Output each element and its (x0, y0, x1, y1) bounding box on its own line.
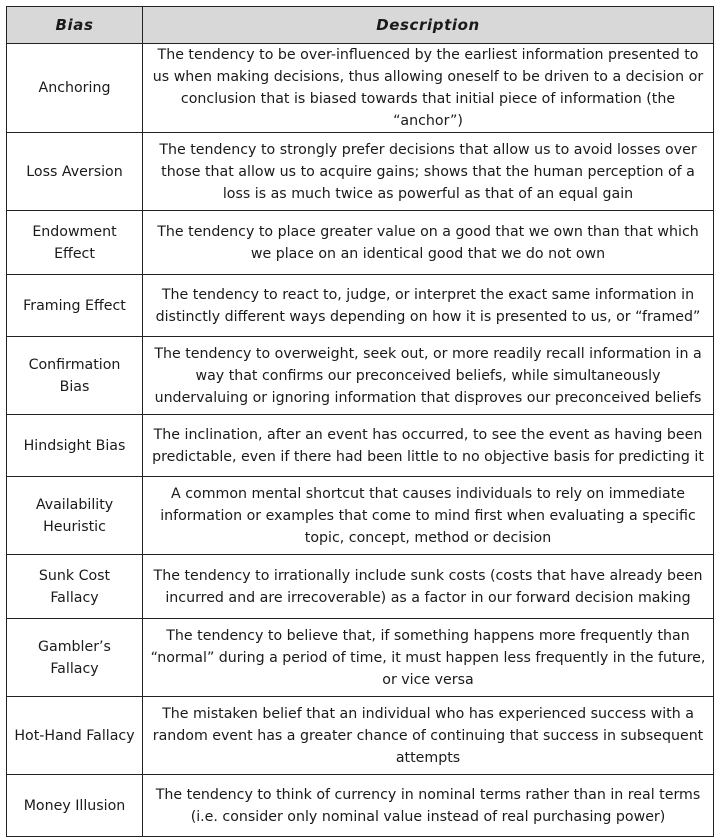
header-row (7, 7, 714, 44)
bias-cell: Money Illusion (7, 775, 143, 837)
description-cell: The tendency to irrationally include sunk costs (costs that have already been incurred and are irrecoverable) as a factor in our forward decision making (143, 555, 714, 619)
table-row (7, 275, 714, 337)
table-row (7, 619, 714, 697)
description-cell: The tendency to place greater value on a good that we own than that which we place on an identical good that we do not own (143, 211, 714, 275)
bias-cell: Endowment Effect (7, 211, 143, 275)
table-row (7, 337, 714, 415)
description-cell: The tendency to think of currency in nominal terms rather than in real terms (i.e. consider only nominal value instead of real purchasing power) (143, 775, 714, 837)
header-bias: Bias (7, 7, 143, 44)
description-cell: A common mental shortcut that causes individuals to rely on immediate information or examples that come to mind first when evaluating a specific topic, concept, method or decision (143, 477, 714, 555)
bias-cell: Confirmation Bias (7, 337, 143, 415)
bias-table-container (6, 6, 713, 826)
table-row (7, 415, 714, 477)
description-cell: The mistaken belief that an individual who has experienced success with a random event has a greater chance of continuing that success in subsequent attempts (143, 697, 714, 775)
header-description: Description (143, 7, 714, 44)
table-row (7, 775, 714, 837)
description-cell: The tendency to strongly prefer decisions that allow us to avoid losses over those that allow us to acquire gains; shows that the human perception of a loss is as much twice as powerful as that of an equal gain (143, 133, 714, 211)
table-row (7, 697, 714, 775)
description-cell: The tendency to react to, judge, or interpret the exact same information in distinctly different ways depending on how it is presented to us, or “framed” (143, 275, 714, 337)
description-cell: The tendency to believe that, if something happens more frequently than “normal” during a period of time, it must happen less frequently in the future, or vice versa (143, 619, 714, 697)
bias-cell: Framing Effect (7, 275, 143, 337)
description-cell: The tendency to overweight, seek out, or more readily recall information in a way that confirms our preconceived beliefs, while simultaneously undervaluing or ignoring information that disproves our preconceived beliefs (143, 337, 714, 415)
bias-cell: Loss Aversion (7, 133, 143, 211)
bias-cell: Availability Heuristic (7, 477, 143, 555)
table-row (7, 44, 714, 133)
bias-table (6, 6, 714, 837)
table-row (7, 211, 714, 275)
bias-cell: Sunk Cost Fallacy (7, 555, 143, 619)
table-row (7, 133, 714, 211)
bias-cell: Anchoring (7, 44, 143, 133)
bias-cell: Hindsight Bias (7, 415, 143, 477)
bias-cell: Gambler’s Fallacy (7, 619, 143, 697)
description-cell: The tendency to be over-influenced by the earliest information presented to us when making decisions, thus allowing oneself to be driven to a decision or conclusion that is biased towards that initial piece of information (the “anchor”) (143, 44, 714, 133)
bias-cell: Hot-Hand Fallacy (7, 697, 143, 775)
table-row (7, 477, 714, 555)
description-cell: The inclination, after an event has occurred, to see the event as having been predictable, even if there had been little to no objective basis for predicting it (143, 415, 714, 477)
table-row (7, 555, 714, 619)
